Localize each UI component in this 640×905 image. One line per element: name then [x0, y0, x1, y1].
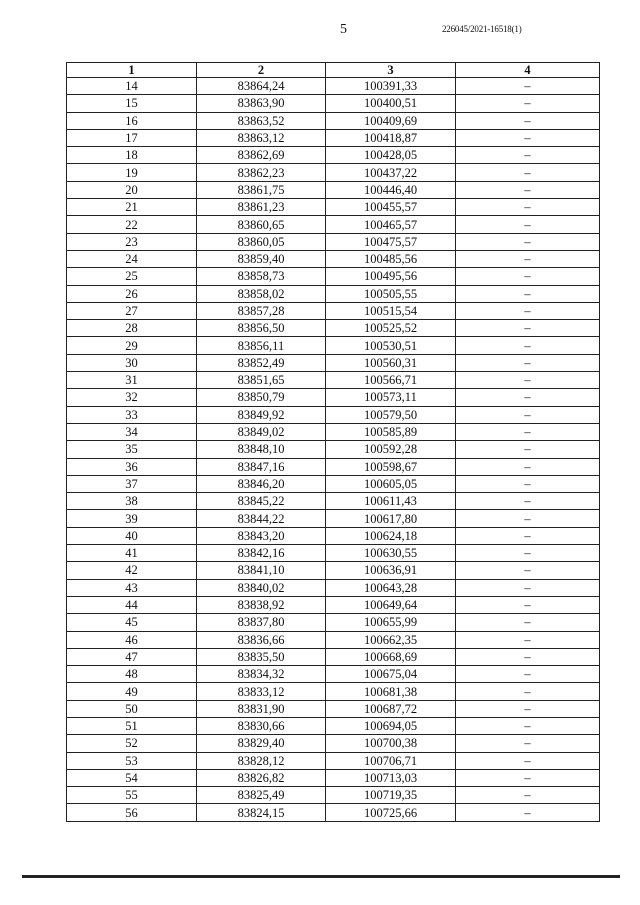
- table-cell-col-3: 100560,31: [326, 354, 456, 371]
- table-cell-col-4: –: [456, 752, 600, 769]
- table-cell-col-3: 100624,18: [326, 527, 456, 544]
- table-cell-col-4: –: [456, 372, 600, 389]
- table-cell-col-1: 36: [67, 458, 197, 475]
- table-row: [67, 320, 600, 337]
- column-header-1: 1: [67, 63, 197, 78]
- table-cell-col-1: 29: [67, 337, 197, 354]
- table-cell-col-1: 14: [67, 78, 197, 95]
- coordinates-table: [66, 62, 600, 822]
- table-row: [67, 527, 600, 544]
- table-cell-col-2: 83863,12: [197, 129, 326, 146]
- table-cell-col-2: 83860,65: [197, 216, 326, 233]
- table-cell-col-1: 38: [67, 493, 197, 510]
- table-row: [67, 666, 600, 683]
- table-cell-col-3: 100391,33: [326, 78, 456, 95]
- table-cell-col-2: 83852,49: [197, 354, 326, 371]
- table-row: [67, 199, 600, 216]
- table-cell-col-4: –: [456, 510, 600, 527]
- table-cell-col-4: –: [456, 717, 600, 734]
- table-cell-col-1: 27: [67, 302, 197, 319]
- table-cell-col-3: 100713,03: [326, 769, 456, 786]
- table-cell-col-1: 32: [67, 389, 197, 406]
- table-cell-col-2: 83837,80: [197, 614, 326, 631]
- table-cell-col-1: 26: [67, 285, 197, 302]
- table-cell-col-4: –: [456, 147, 600, 164]
- table-row: [67, 216, 600, 233]
- table-row: [67, 458, 600, 475]
- table-cell-col-2: 83859,40: [197, 250, 326, 267]
- table-row: [67, 181, 600, 198]
- table-row: [67, 614, 600, 631]
- table-cell-col-3: 100579,50: [326, 406, 456, 423]
- table-row: [67, 545, 600, 562]
- table-cell-col-3: 100598,67: [326, 458, 456, 475]
- table-row: [67, 285, 600, 302]
- table-cell-col-1: 42: [67, 562, 197, 579]
- table-cell-col-1: 16: [67, 112, 197, 129]
- table-cell-col-2: 83849,02: [197, 423, 326, 440]
- table-cell-col-1: 35: [67, 441, 197, 458]
- table-cell-col-4: –: [456, 337, 600, 354]
- table-cell-col-2: 83863,90: [197, 95, 326, 112]
- table-cell-col-1: 25: [67, 268, 197, 285]
- table-cell-col-1: 46: [67, 631, 197, 648]
- table-cell-col-2: 83856,11: [197, 337, 326, 354]
- table-cell-col-4: –: [456, 233, 600, 250]
- table-cell-col-3: 100428,05: [326, 147, 456, 164]
- table-cell-col-3: 100681,38: [326, 683, 456, 700]
- column-header-4: 4: [456, 63, 600, 78]
- table-cell-col-4: –: [456, 683, 600, 700]
- column-header-3: 3: [326, 63, 456, 78]
- table-cell-col-3: 100687,72: [326, 700, 456, 717]
- table-cell-col-1: 52: [67, 735, 197, 752]
- table-cell-col-4: –: [456, 250, 600, 267]
- table-cell-col-1: 19: [67, 164, 197, 181]
- table-cell-col-3: 100630,55: [326, 545, 456, 562]
- table-row: [67, 233, 600, 250]
- table-row: [67, 596, 600, 613]
- table-cell-col-1: 34: [67, 423, 197, 440]
- table-row: [67, 475, 600, 492]
- table-cell-col-4: –: [456, 804, 600, 821]
- table-cell-col-1: 54: [67, 769, 197, 786]
- table-cell-col-3: 100409,69: [326, 112, 456, 129]
- table-cell-col-1: 48: [67, 666, 197, 683]
- table-cell-col-4: –: [456, 735, 600, 752]
- table-cell-col-3: 100617,80: [326, 510, 456, 527]
- table-cell-col-4: –: [456, 199, 600, 216]
- table-cell-col-1: 45: [67, 614, 197, 631]
- table-row: [67, 95, 600, 112]
- table-cell-col-4: –: [456, 78, 600, 95]
- table-cell-col-2: 83825,49: [197, 787, 326, 804]
- table-cell-col-4: –: [456, 95, 600, 112]
- table-row: [67, 804, 600, 821]
- table-cell-col-2: 83834,32: [197, 666, 326, 683]
- table-cell-col-2: 83862,69: [197, 147, 326, 164]
- table-row: [67, 752, 600, 769]
- table-cell-col-4: –: [456, 787, 600, 804]
- table-row: [67, 735, 600, 752]
- table-cell-col-3: 100515,54: [326, 302, 456, 319]
- table-cell-col-2: 83840,02: [197, 579, 326, 596]
- table-cell-col-4: –: [456, 285, 600, 302]
- table-cell-col-3: 100566,71: [326, 372, 456, 389]
- table-cell-col-2: 83835,50: [197, 648, 326, 665]
- table-cell-col-2: 83842,16: [197, 545, 326, 562]
- table-cell-col-4: –: [456, 406, 600, 423]
- table-cell-col-4: –: [456, 666, 600, 683]
- table-cell-col-1: 31: [67, 372, 197, 389]
- table-cell-col-1: 56: [67, 804, 197, 821]
- table-row: [67, 717, 600, 734]
- table-row: [67, 250, 600, 267]
- table-row: [67, 648, 600, 665]
- table-cell-col-2: 83861,23: [197, 199, 326, 216]
- table-cell-col-2: 83831,90: [197, 700, 326, 717]
- table-cell-col-4: –: [456, 769, 600, 786]
- table-cell-col-1: 41: [67, 545, 197, 562]
- table-row: [67, 423, 600, 440]
- table-cell-col-3: 100605,05: [326, 475, 456, 492]
- table-cell-col-3: 100675,04: [326, 666, 456, 683]
- table-row: [67, 389, 600, 406]
- table-cell-col-4: –: [456, 389, 600, 406]
- table-cell-col-4: –: [456, 164, 600, 181]
- table-row: [67, 147, 600, 164]
- table-cell-col-1: 18: [67, 147, 197, 164]
- table-cell-col-2: 83833,12: [197, 683, 326, 700]
- table-row: [67, 493, 600, 510]
- table-cell-col-2: 83858,02: [197, 285, 326, 302]
- table-cell-col-4: –: [456, 129, 600, 146]
- table-cell-col-1: 55: [67, 787, 197, 804]
- table-cell-col-1: 50: [67, 700, 197, 717]
- table-cell-col-3: 100585,89: [326, 423, 456, 440]
- table-cell-col-4: –: [456, 320, 600, 337]
- table-cell-col-3: 100485,56: [326, 250, 456, 267]
- table-row: [67, 337, 600, 354]
- table-cell-col-3: 100455,57: [326, 199, 456, 216]
- table-cell-col-2: 83862,23: [197, 164, 326, 181]
- table-row: [67, 787, 600, 804]
- table-cell-col-3: 100437,22: [326, 164, 456, 181]
- table-cell-col-3: 100725,66: [326, 804, 456, 821]
- table-cell-col-3: 100400,51: [326, 95, 456, 112]
- table-cell-col-4: –: [456, 648, 600, 665]
- table-cell-col-2: 83845,22: [197, 493, 326, 510]
- table-cell-col-1: 39: [67, 510, 197, 527]
- table-row: [67, 129, 600, 146]
- table-row: [67, 302, 600, 319]
- table-cell-col-1: 44: [67, 596, 197, 613]
- table-cell-col-3: 100668,69: [326, 648, 456, 665]
- table-row: [67, 268, 600, 285]
- table-cell-col-2: 83847,16: [197, 458, 326, 475]
- table-row: [67, 700, 600, 717]
- table-cell-col-3: 100592,28: [326, 441, 456, 458]
- table-cell-col-3: 100694,05: [326, 717, 456, 734]
- table-cell-col-3: 100719,35: [326, 787, 456, 804]
- table-cell-col-4: –: [456, 631, 600, 648]
- table-cell-col-2: 83863,52: [197, 112, 326, 129]
- table-cell-col-2: 83843,20: [197, 527, 326, 544]
- table-cell-col-4: –: [456, 527, 600, 544]
- table-cell-col-3: 100418,87: [326, 129, 456, 146]
- table-cell-col-2: 83848,10: [197, 441, 326, 458]
- table-cell-col-2: 83849,92: [197, 406, 326, 423]
- table-row: [67, 78, 600, 95]
- table-cell-col-1: 28: [67, 320, 197, 337]
- table-cell-col-3: 100706,71: [326, 752, 456, 769]
- table-cell-col-1: 24: [67, 250, 197, 267]
- table-cell-col-3: 100643,28: [326, 579, 456, 596]
- table-cell-col-2: 83830,66: [197, 717, 326, 734]
- table-cell-col-1: 30: [67, 354, 197, 371]
- table-cell-col-3: 100700,38: [326, 735, 456, 752]
- table-cell-col-1: 37: [67, 475, 197, 492]
- table-cell-col-2: 83836,66: [197, 631, 326, 648]
- table-cell-col-3: 100505,55: [326, 285, 456, 302]
- column-header-2: 2: [197, 63, 326, 78]
- table-cell-col-1: 43: [67, 579, 197, 596]
- table-cell-col-1: 15: [67, 95, 197, 112]
- table-cell-col-1: 17: [67, 129, 197, 146]
- table-cell-col-2: 83864,24: [197, 78, 326, 95]
- table-cell-col-2: 83858,73: [197, 268, 326, 285]
- table-cell-col-4: –: [456, 562, 600, 579]
- table-row: [67, 769, 600, 786]
- table-cell-col-3: 100465,57: [326, 216, 456, 233]
- table-cell-col-3: 100611,43: [326, 493, 456, 510]
- table-cell-col-3: 100475,57: [326, 233, 456, 250]
- table-cell-col-2: 83850,79: [197, 389, 326, 406]
- table-cell-col-1: 51: [67, 717, 197, 734]
- table-row: [67, 683, 600, 700]
- table-row: [67, 562, 600, 579]
- document-reference: 226045/2021-16518(1): [442, 24, 522, 34]
- table-cell-col-2: 83828,12: [197, 752, 326, 769]
- table-cell-col-2: 83824,15: [197, 804, 326, 821]
- table-row: [67, 510, 600, 527]
- table-row: [67, 372, 600, 389]
- table-row: [67, 164, 600, 181]
- table-cell-col-4: –: [456, 458, 600, 475]
- table-cell-col-3: 100530,51: [326, 337, 456, 354]
- table-cell-col-1: 22: [67, 216, 197, 233]
- table-cell-col-4: –: [456, 493, 600, 510]
- table-cell-col-2: 83829,40: [197, 735, 326, 752]
- table-cell-col-4: –: [456, 596, 600, 613]
- table-cell-col-3: 100573,11: [326, 389, 456, 406]
- table-cell-col-1: 49: [67, 683, 197, 700]
- table-cell-col-2: 83841,10: [197, 562, 326, 579]
- table-cell-col-4: –: [456, 614, 600, 631]
- table-cell-col-2: 83846,20: [197, 475, 326, 492]
- page-number: 5: [340, 22, 347, 37]
- table-body: [67, 78, 600, 822]
- table-cell-col-3: 100495,56: [326, 268, 456, 285]
- table-cell-col-2: 83844,22: [197, 510, 326, 527]
- table-row: [67, 354, 600, 371]
- table-cell-col-1: 47: [67, 648, 197, 665]
- table-cell-col-1: 23: [67, 233, 197, 250]
- table-cell-col-2: 83860,05: [197, 233, 326, 250]
- table-cell-col-4: –: [456, 302, 600, 319]
- table-cell-col-4: –: [456, 475, 600, 492]
- table-cell-col-4: –: [456, 441, 600, 458]
- table-cell-col-4: –: [456, 700, 600, 717]
- table-cell-col-3: 100525,52: [326, 320, 456, 337]
- table-cell-col-2: 83838,92: [197, 596, 326, 613]
- table-cell-col-1: 53: [67, 752, 197, 769]
- table-cell-col-1: 21: [67, 199, 197, 216]
- table-cell-col-3: 100446,40: [326, 181, 456, 198]
- table-cell-col-3: 100636,91: [326, 562, 456, 579]
- table-cell-col-3: 100662,35: [326, 631, 456, 648]
- table-row: [67, 112, 600, 129]
- table-row: [67, 579, 600, 596]
- table-cell-col-2: 83856,50: [197, 320, 326, 337]
- table-cell-col-2: 83851,65: [197, 372, 326, 389]
- table-cell-col-3: 100649,64: [326, 596, 456, 613]
- table-cell-col-4: –: [456, 112, 600, 129]
- table-row: [67, 406, 600, 423]
- table-cell-col-1: 40: [67, 527, 197, 544]
- table-cell-col-4: –: [456, 545, 600, 562]
- table-cell-col-2: 83857,28: [197, 302, 326, 319]
- bottom-divider: [22, 875, 620, 878]
- table-cell-col-4: –: [456, 181, 600, 198]
- table-cell-col-2: 83826,82: [197, 769, 326, 786]
- table-cell-col-4: –: [456, 268, 600, 285]
- table-cell-col-4: –: [456, 354, 600, 371]
- table-row: [67, 441, 600, 458]
- table-cell-col-4: –: [456, 579, 600, 596]
- table-cell-col-1: 33: [67, 406, 197, 423]
- table-cell-col-1: 20: [67, 181, 197, 198]
- table-row: [67, 631, 600, 648]
- table-cell-col-2: 83861,75: [197, 181, 326, 198]
- table-cell-col-4: –: [456, 423, 600, 440]
- table-cell-col-4: –: [456, 216, 600, 233]
- table-cell-col-3: 100655,99: [326, 614, 456, 631]
- table-header-row: [67, 63, 600, 78]
